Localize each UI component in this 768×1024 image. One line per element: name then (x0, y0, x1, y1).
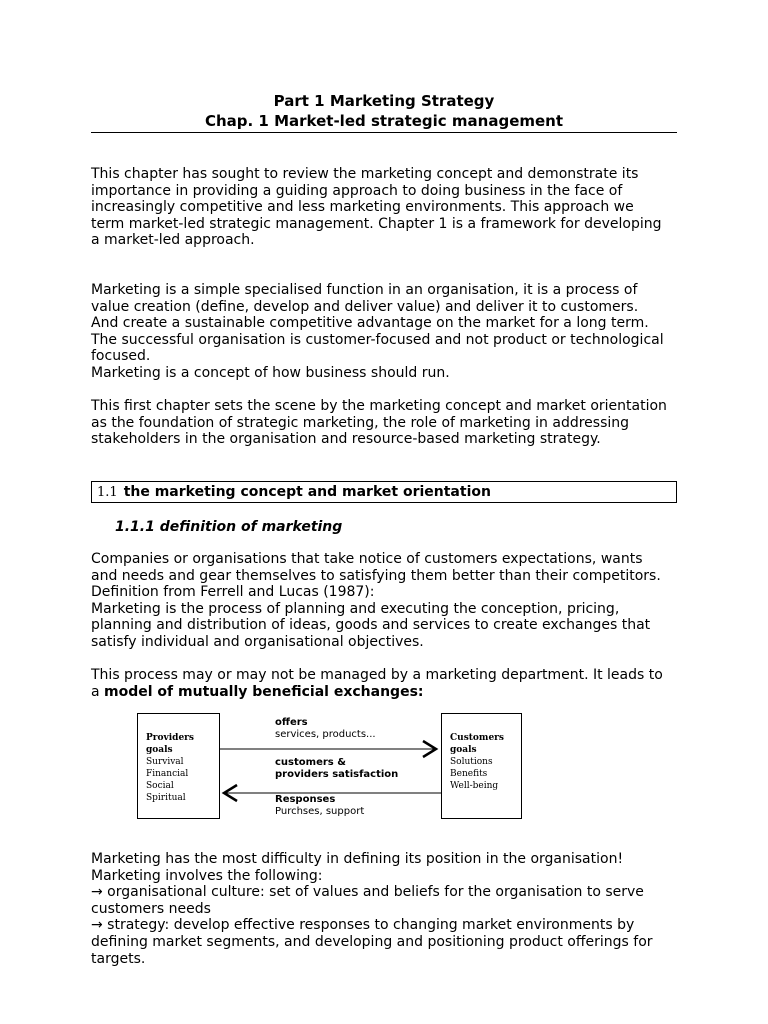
responses-title: Responses (275, 794, 336, 805)
text-line: targets. (91, 950, 146, 967)
text-line: → organisational culture: set of values and beliefs for the organisation to serve (91, 884, 644, 901)
section-heading-box (91, 481, 677, 503)
providers-subheading: goals (146, 745, 173, 755)
providers-box (137, 713, 220, 819)
providers-goal: Financial (146, 769, 189, 779)
text-line: stakeholders in the organisation and resource-based marketing strategy. (91, 431, 601, 448)
offers-label (275, 717, 376, 741)
text-prefix: a (91, 683, 105, 700)
definition-paragraph (91, 551, 691, 651)
text-line: Marketing is a simple specialised function in an organisation, it is a process of (91, 282, 638, 298)
text-line: term market-led strategic management. Chapter 1 is a framework for developing (91, 215, 662, 232)
chapter-scene-paragraph (91, 398, 691, 448)
text-line: increasingly competitive and less marketing environments. This approach we (91, 199, 634, 216)
text-line: as the foundation of strategic marketing, the role of marketing in addressing (91, 414, 630, 431)
text-line: This first chapter sets the scene by the marketing concept and market orientation (91, 398, 667, 414)
difficulty-paragraph (91, 851, 691, 967)
text-line: and needs and gear themselves to satisfying them better than their competitors. (91, 567, 661, 584)
text-line: This process may or may not be managed by a marketing department. It leads to (91, 667, 663, 683)
text-line: Marketing involves the following: (91, 867, 323, 884)
text-line: Companies or organisations that take notice of customers expectations, wants (91, 551, 643, 567)
part-title: Part 1 Marketing Strategy (273, 92, 495, 110)
text-line: satisfy individual and organisational objectives. (91, 633, 424, 650)
text-line: Definition from Ferrell and Lucas (1987): (91, 584, 375, 601)
customers-subheading: goals (450, 745, 477, 755)
customers-heading: Customers (450, 733, 504, 743)
responses-label (275, 794, 364, 818)
text-line: importance in providing a guiding approach to doing business in the face of (91, 182, 623, 199)
offers-detail: services, products... (275, 729, 376, 740)
section-number: 1.1 (97, 485, 118, 500)
subsection-title: 1.1.1 definition of marketing (115, 519, 343, 535)
customers-goal: Well-being (450, 781, 499, 791)
exchange-diagram (91, 710, 677, 822)
satisfaction-label (275, 757, 398, 781)
text-line: Marketing has the most difficulty in defining its position in the organisation! (91, 851, 624, 867)
text-line: Marketing is the process of planning and executing the conception, pricing, (91, 600, 620, 617)
intro-paragraph (91, 166, 691, 249)
text-line: focused. (91, 348, 151, 365)
satisfaction-line: providers satisfaction (275, 769, 399, 780)
text-line (91, 684, 691, 701)
text-line: And create a sustainable competitive advantage on the market for a long term. (91, 315, 649, 332)
text-line: → strategy: develop effective responses to changing market environments by (91, 917, 635, 934)
text-line: customers needs (91, 900, 211, 917)
text-line: value creation (define, develop and deliver value) and deliver it to customers. (91, 298, 639, 315)
title-divider (91, 132, 677, 133)
customers-goal: Benefits (450, 769, 488, 779)
text-line: planning and distribution of ideas, goods and services to create exchanges that (91, 617, 651, 634)
customers-box (441, 713, 522, 819)
text-line: defining market segments, and developing and positioning product offerings for (91, 933, 653, 950)
process-paragraph (91, 667, 691, 700)
responses-detail: Purchses, support (275, 806, 365, 817)
offers-title: offers (275, 717, 308, 728)
text-line: This chapter has sought to review the marketing concept and demonstrate its (91, 166, 639, 182)
text-line: The successful organisation is customer-focused and not product or technological (91, 331, 664, 348)
section-title: the marketing concept and market orientation (123, 484, 491, 500)
customers-goal: Solutions (450, 757, 493, 767)
marketing-definition-paragraph (91, 282, 691, 382)
text-line: Marketing is a concept of how business should run. (91, 364, 450, 381)
providers-goal: Social (146, 781, 174, 791)
chapter-title: Chap. 1 Market-led strategic management (204, 112, 564, 130)
bold-phrase: model of mutually beneficial exchanges: (104, 683, 424, 700)
text-line: a market-led approach. (91, 232, 255, 249)
providers-heading: Providers (146, 733, 194, 743)
providers-goal: Survival (146, 757, 184, 767)
providers-goal: Spiritual (146, 793, 186, 803)
satisfaction-line: customers & (275, 757, 346, 768)
